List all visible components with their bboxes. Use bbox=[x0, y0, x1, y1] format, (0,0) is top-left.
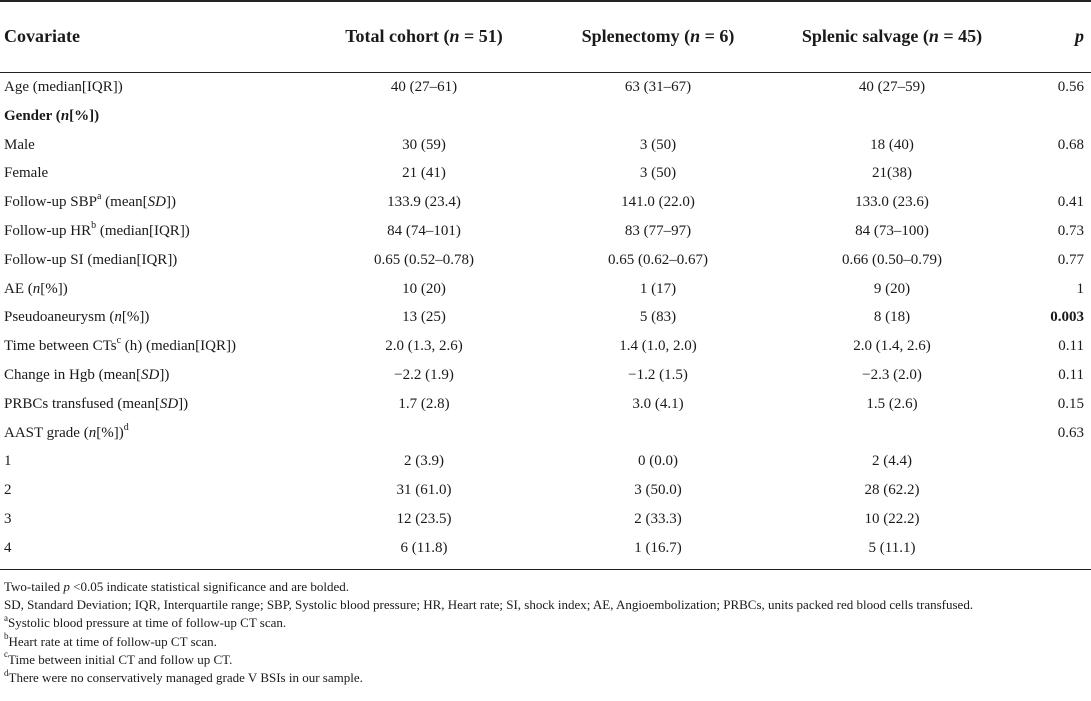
cell-p-significant: 0.003 bbox=[1050, 309, 1084, 326]
cell-p: 0.73 bbox=[1057, 223, 1084, 239]
cell-p: 0.11 bbox=[1058, 367, 1084, 383]
row-label: Pseudoaneurysm (n[%]) bbox=[4, 309, 150, 326]
table-row bbox=[0, 476, 1091, 505]
cell-splenectomy: 141.0 (22.0) bbox=[621, 194, 695, 211]
cell-p: 0.56 bbox=[1057, 79, 1084, 95]
row-label: Change in Hgb (mean[SD]) bbox=[4, 367, 170, 383]
cell-splenectomy: 1.4 (1.0, 2.0) bbox=[619, 338, 697, 355]
footnote-significance: Two-tailed p <0.05 indicate statistical significance and are bolded. bbox=[4, 579, 350, 594]
table-row bbox=[0, 303, 1091, 332]
cell-total: 30 (59) bbox=[402, 136, 446, 153]
header-p: p bbox=[1075, 26, 1084, 46]
cell-splenectomy: 1 (16.7) bbox=[634, 539, 682, 556]
table-footnotes bbox=[4, 578, 1088, 687]
cell-splenectomy: 63 (31–67) bbox=[624, 79, 692, 95]
row-label: PRBCs transfused (mean[SD]) bbox=[4, 395, 189, 412]
table-top-rule bbox=[0, 0, 1091, 2]
cell-salvage: 2.0 (1.4, 2.6) bbox=[853, 338, 931, 355]
cell-salvage: 0.66 (0.50–0.79) bbox=[842, 251, 942, 268]
row-label: 2 bbox=[4, 482, 12, 499]
table-row bbox=[0, 246, 1091, 275]
cell-salvage: 1.5 (2.6) bbox=[866, 395, 918, 412]
table-row bbox=[0, 102, 1091, 131]
cell-salvage: 28 (62.2) bbox=[864, 482, 920, 499]
row-label: Male bbox=[4, 136, 35, 153]
cell-total: 21 (41) bbox=[402, 165, 446, 182]
table-row bbox=[0, 131, 1091, 160]
cell-total: 10 (20) bbox=[402, 280, 446, 297]
cell-splenectomy: 5 (83) bbox=[639, 309, 677, 326]
row-label: 4 bbox=[4, 539, 12, 556]
cell-splenectomy: 3 (50) bbox=[639, 136, 677, 153]
cell-salvage: 2 (4.4) bbox=[872, 453, 912, 470]
cell-total: 31 (61.0) bbox=[396, 482, 452, 499]
cell-total: 0.65 (0.52–0.78) bbox=[374, 251, 474, 268]
cell-splenectomy: 83 (77–97) bbox=[624, 223, 692, 239]
cell-total: 84 (74–101) bbox=[387, 223, 461, 239]
cell-p: 0.63 bbox=[1057, 424, 1084, 441]
table-bottom-rule bbox=[0, 569, 1091, 570]
footnote-d: $^d$There were no conservatively managed grade V BSIs in our sample. bbox=[4, 667, 363, 686]
cell-splenectomy: 1 (17) bbox=[639, 280, 677, 297]
table-row bbox=[0, 275, 1091, 304]
table-header-row bbox=[0, 16, 1091, 56]
cell-splenectomy: 3 (50) bbox=[639, 165, 677, 182]
footnote-abbreviations: SD, Standard Deviation; IQR, Interquartile range; SBP, Systolic blood pressure; HR, Heart rate; SI, shock index; AE, Angioembolization; PRBCs, units packed red blood cells transfused. bbox=[4, 597, 974, 613]
row-label: AAST grade $(n[\%])^d$ bbox=[4, 421, 129, 441]
table-row bbox=[0, 390, 1091, 419]
cell-p: 0.77 bbox=[1057, 251, 1084, 268]
cell-total: 6 (11.8) bbox=[400, 539, 448, 556]
table-row bbox=[0, 332, 1091, 361]
cell-salvage: 21(38) bbox=[872, 165, 912, 182]
table-row bbox=[0, 217, 1091, 246]
table-row bbox=[0, 361, 1091, 390]
cell-p: 0.15 bbox=[1057, 395, 1084, 412]
table-row bbox=[0, 159, 1091, 188]
footnote-c: $^c$Time between initial CT and follow up CT. bbox=[4, 649, 233, 667]
cell-salvage: 8 (18) bbox=[873, 309, 911, 326]
cell-splenectomy: 0.65 (0.62–0.67) bbox=[608, 251, 708, 268]
table-row bbox=[0, 447, 1091, 476]
row-label: 3 bbox=[4, 511, 12, 527]
row-label: AE (n[%]) bbox=[4, 280, 68, 297]
cell-total: −2.2 (1.9) bbox=[394, 367, 454, 383]
cell-splenectomy: 2 (33.3) bbox=[634, 511, 682, 527]
row-label: Female bbox=[4, 165, 49, 182]
row-label: Follow-up SBP$^a$ (mean[SD]) bbox=[4, 191, 176, 211]
cell-salvage: 40 (27–59) bbox=[858, 79, 926, 95]
cell-salvage: 133.0 (23.6) bbox=[855, 194, 929, 211]
table-row bbox=[0, 419, 1091, 448]
cell-total: 2 (3.9) bbox=[404, 453, 444, 470]
cell-p: 0.68 bbox=[1057, 136, 1084, 153]
row-label: Age (median[IQR]) bbox=[4, 79, 123, 95]
footnote-a: $^a$Systolic blood pressure at time of follow-up CT scan. bbox=[4, 613, 287, 631]
cell-salvage: 84 (73–100) bbox=[855, 223, 929, 239]
cell-p: 0.11 bbox=[1058, 338, 1084, 355]
cell-salvage: 10 (22.2) bbox=[864, 511, 920, 527]
table-row bbox=[0, 534, 1091, 563]
cell-total: 12 (23.5) bbox=[396, 511, 452, 527]
header-splenic-salvage: Splenic salvage (n = 45) bbox=[801, 26, 983, 46]
header-splenectomy: Splenectomy (n = 6) bbox=[581, 26, 735, 46]
table-row bbox=[0, 73, 1091, 102]
cell-p: 0.41 bbox=[1057, 194, 1084, 211]
cell-salvage: 5 (11.1) bbox=[868, 539, 916, 556]
table-row bbox=[0, 188, 1091, 217]
header-total-cohort: Total cohort (n = 51) bbox=[345, 26, 503, 46]
footnote-b: $^b$Heart rate at time of follow-up CT scan. bbox=[4, 631, 217, 649]
row-label: Follow-up $HR^b$ (median[IQR]) bbox=[4, 220, 190, 239]
cell-splenectomy: 0 (0.0) bbox=[638, 453, 678, 470]
cell-salvage: 9 (20) bbox=[873, 280, 911, 297]
row-label: 1 bbox=[4, 453, 12, 470]
header-covariate: Covariate bbox=[4, 26, 80, 46]
row-label: Follow-up SI (median[IQR]) bbox=[4, 251, 178, 268]
table-row bbox=[0, 505, 1091, 534]
cell-total: 1.7 (2.8) bbox=[398, 395, 450, 412]
cell-total: 2.0 (1.3, 2.6) bbox=[385, 338, 463, 355]
cell-splenectomy: −1.2 (1.5) bbox=[628, 367, 688, 383]
cell-p: 1 bbox=[1076, 280, 1084, 297]
cell-total: 133.9 (23.4) bbox=[387, 194, 461, 211]
row-label: Gender (n[%]) bbox=[4, 107, 100, 124]
row-label: Time between CTs$^c$ (h) (median[IQR]) bbox=[4, 335, 236, 355]
cell-splenectomy: 3.0 (4.1) bbox=[632, 395, 684, 412]
cell-splenectomy: 3 (50.0) bbox=[634, 482, 682, 499]
cell-total: 40 (27–61) bbox=[390, 79, 458, 95]
cell-salvage: 18 (40) bbox=[870, 136, 914, 153]
cell-total: 13 (25) bbox=[402, 309, 446, 326]
cell-salvage: −2.3 (2.0) bbox=[862, 367, 922, 383]
